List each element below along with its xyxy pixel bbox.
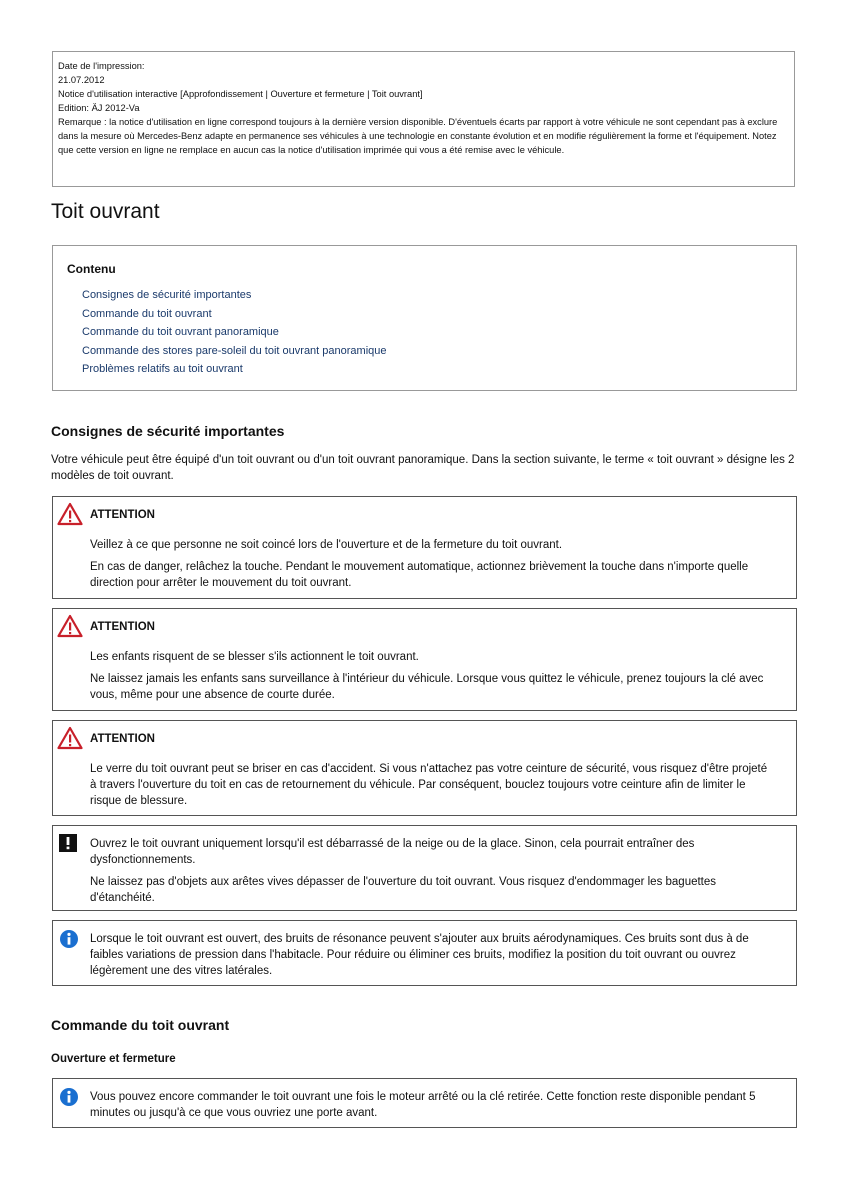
table-of-contents (52, 245, 797, 391)
toc-link-sunblinds[interactable]: Commande des stores pare-soleil du toit ouvrant panoramique (82, 344, 387, 357)
warning-triangle-icon (57, 614, 83, 643)
warning-box (52, 720, 797, 816)
info-icon (59, 929, 79, 954)
page-title: Toit ouvrant (51, 200, 160, 223)
info-icon (59, 1087, 79, 1112)
section-title-sunroof-operation: Commande du toit ouvrant (51, 1017, 230, 1033)
exclamation-icon (59, 834, 77, 857)
info-box (52, 920, 797, 986)
toc-link-panoramic-sunroof[interactable]: Commande du toit ouvrant panoramique (82, 326, 279, 338)
warning-box (52, 496, 797, 599)
remark: Remarque : la notice d'utilisation en ligne correspond toujours à la dernière version disponible. D'éventuels écarts par rapport à votre véhicule ne sont cependant pas à exclure dans la mesure où Mercedes-Benz adapte en permanence ses véhicules à une technologie en constante évolution et en modifie régulièrement la forme et l'équipement. Notez que cette version en ligne ne remplace en aucun cas la notice d'utilisation imprimée qui vous a été remise avec le véhicule. (58, 117, 778, 155)
subsection-title-opening-closing: Ouverture et fermeture (51, 1053, 176, 1065)
toc-link-problems[interactable]: Problèmes relatifs au toit ouvrant (82, 363, 243, 375)
info-box (52, 1078, 797, 1128)
caution-box (52, 825, 797, 911)
edition: Edition: ÄJ 2012-Va (58, 103, 140, 113)
warning-box (52, 608, 797, 711)
info-text: Vous pouvez encore commander le toit ouvrant une fois le moteur arrêté ou la clé retirée. Cette fonction reste disponible pendant 5 minutes ou jusqu'à ce que vous ouvriez une porte avant. (90, 1091, 756, 1119)
warning-text: Les enfants risquent de se blesser s'ils actionnent le toit ouvrant. (90, 651, 419, 663)
warning-text: Veillez à ce que personne ne soit coincé lors de l'ouverture et de la fermeture du toit ouvrant. (90, 539, 563, 551)
print-info-box (52, 51, 795, 187)
print-date-label: Date de l'impression: (58, 61, 145, 71)
section-title-safety: Consignes de sécurité importantes (51, 423, 285, 439)
warning-text: Ne laissez jamais les enfants sans surveillance à l'intérieur du véhicule. Lorsque vous quittez le véhicule, prenez toujours la clé avec vous, même pour une absence de courte durée. (90, 673, 764, 701)
warning-text: En cas de danger, relâchez la touche. Pendant le mouvement automatique, actionnez brièvement la touche dans n'importe quelle direction pour arrêter le mouvement du toit ouvrant. (90, 561, 749, 589)
print-date: 21.07.2012 (58, 75, 105, 85)
warning-heading: ATTENTION (90, 509, 155, 521)
warning-heading: ATTENTION (90, 621, 155, 633)
warning-triangle-icon (57, 726, 83, 755)
info-text: Lorsque le toit ouvrant est ouvert, des bruits de résonance peuvent s'ajouter aux bruits aérodynamiques. Ces bruits sont dus à de faibles variations de pression dans l'habitacle. Pour réduire ou éliminer ces bruits, modifiez la position du toit ouvrant ou ouvrez légèrement une des vitres latérales. (90, 933, 749, 977)
toc-link-sunroof-operation[interactable]: Commande du toit ouvrant (82, 307, 212, 320)
toc-list (67, 286, 782, 379)
toc-heading: Contenu (67, 262, 116, 276)
section-intro: Votre véhicule peut être équipé d'un toit ouvrant ou d'un toit ouvrant panoramique. Dans la section suivante, le terme « toit ouvrant » désigne les 2 modèles de toit ouvrant. (51, 454, 795, 482)
caution-text: Ouvrez le toit ouvrant uniquement lorsqu'il est débarrassé de la neige ou de la glace. Sinon, cela pourrait entraîner des dysfonctionnements. (90, 838, 695, 866)
manual-title: Notice d'utilisation interactive [Approfondissement | Ouverture et fermeture | Toit ouvrant] (58, 89, 423, 99)
caution-text: Ne laissez pas d'objets aux arêtes vives dépasser de l'ouverture du toit ouvrant. Vous risquez d'endommager les baguettes d'étanchéité. (90, 876, 717, 904)
toc-link-safety[interactable]: Consignes de sécurité importantes (82, 289, 252, 301)
warning-triangle-icon (57, 502, 83, 531)
warning-text: Le verre du toit ouvrant peut se briser en cas d'accident. Si vous n'attachez pas votre ceinture de sécurité, vous risquez d'être projeté à travers l'ouverture du toit en cas de retournement du véhicule. Par conséquent, bouclez toujours votre ceinture afin de limiter le risque de blessure. (90, 763, 768, 807)
warning-heading: ATTENTION (90, 733, 155, 745)
